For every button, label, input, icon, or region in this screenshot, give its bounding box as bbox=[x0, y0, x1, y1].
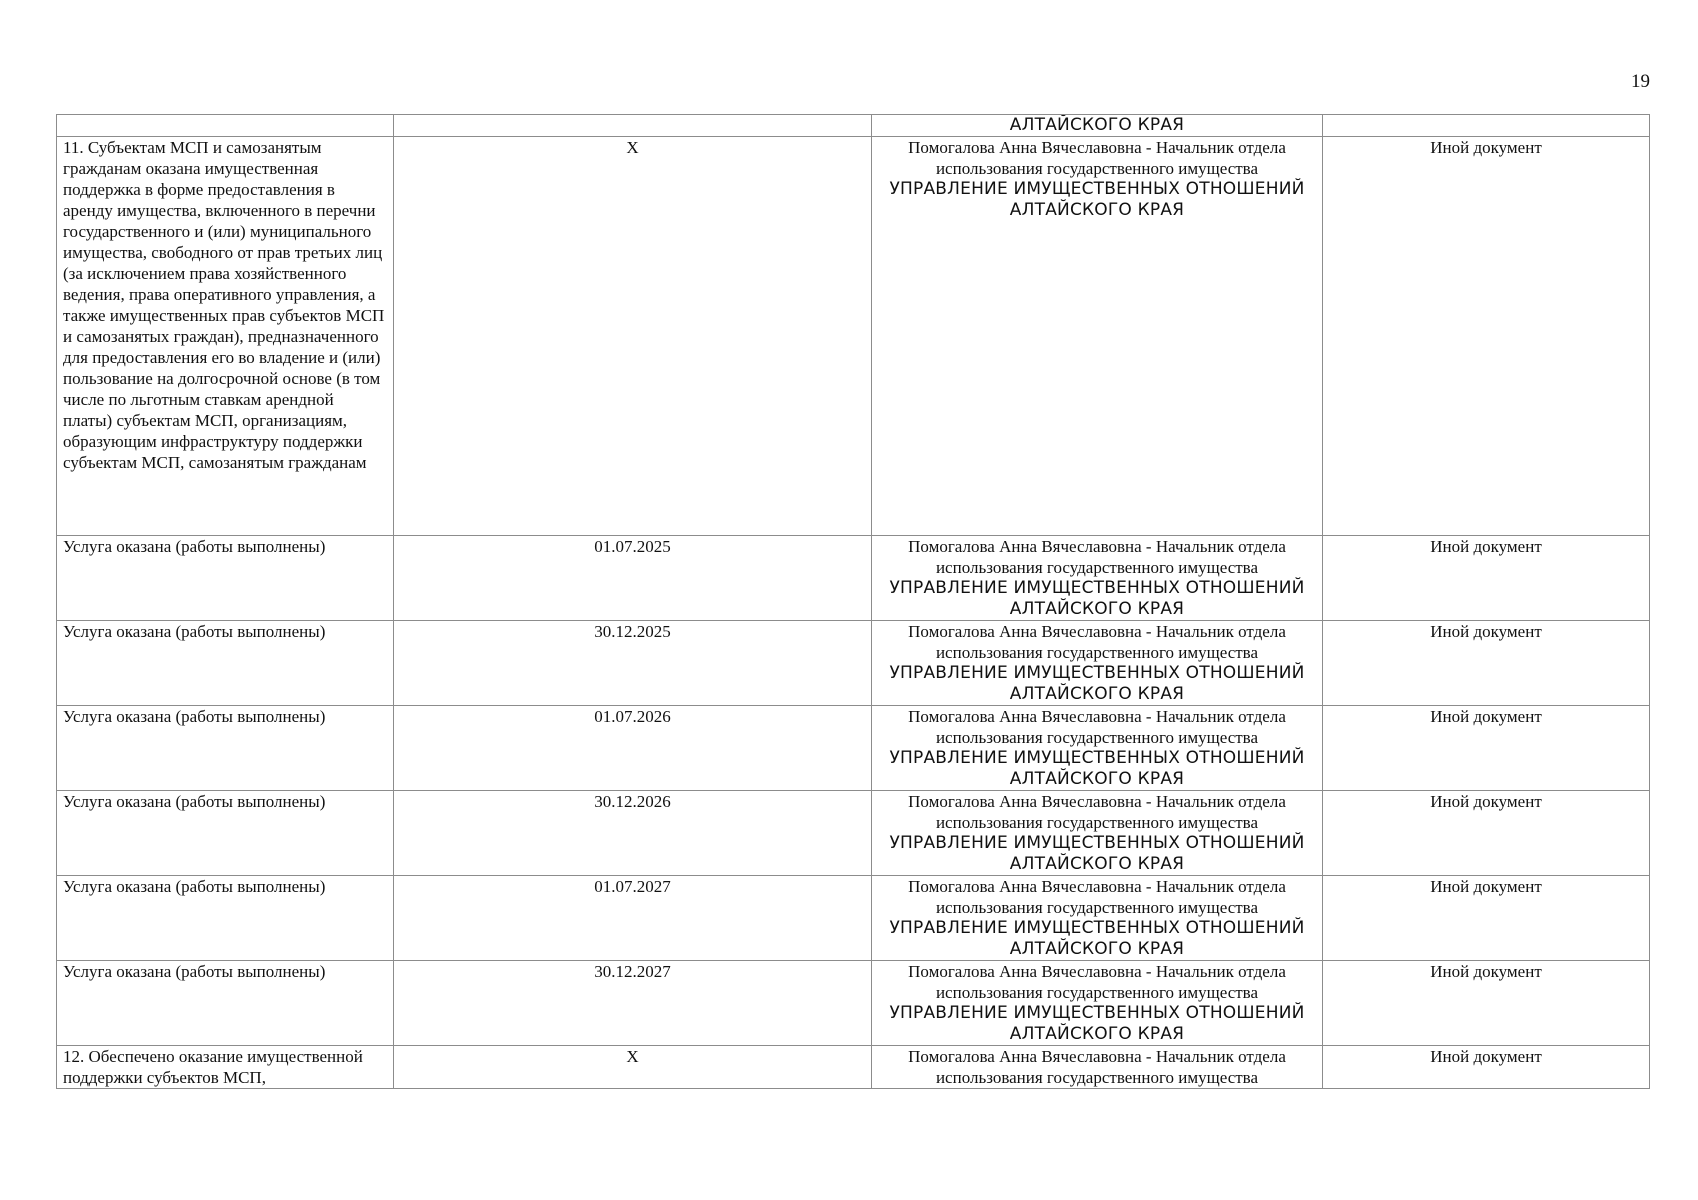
cell-responsible bbox=[872, 876, 1323, 961]
cell-document: Иной документ bbox=[1323, 706, 1650, 791]
table-row bbox=[57, 961, 1650, 1046]
responsible-person: Помогалова Анна Вячеславовна - Начальник отдела bbox=[908, 877, 1286, 896]
responsible-person: Помогалова Анна Вячеславовна - Начальник отдела bbox=[908, 537, 1286, 556]
cell-date: 30.12.2026 bbox=[394, 791, 872, 876]
responsible-org: УПРАВЛЕНИЕ ИМУЩЕСТВЕННЫХ ОТНОШЕНИЙ bbox=[889, 578, 1305, 598]
table-row bbox=[57, 706, 1650, 791]
cell-name: Услуга оказана (работы выполнены) bbox=[57, 621, 394, 706]
cell-name: 12. Обеспечено оказание имущественной поддержки субъектов МСП, bbox=[57, 1046, 394, 1089]
responsible-department: использования государственного имущества bbox=[935, 159, 1259, 178]
table-row bbox=[57, 1046, 1650, 1089]
cell-date: 30.12.2025 bbox=[394, 621, 872, 706]
cell-responsible bbox=[872, 621, 1323, 706]
table-row bbox=[57, 536, 1650, 621]
responsible-org: УПРАВЛЕНИЕ ИМУЩЕСТВЕННЫХ ОТНОШЕНИЙ bbox=[889, 748, 1305, 768]
table-row bbox=[57, 876, 1650, 961]
responsible-department: использования государственного имущества bbox=[935, 1068, 1259, 1087]
cell-date: 01.07.2027 bbox=[394, 876, 872, 961]
responsible-person: Помогалова Анна Вячеславовна - Начальник отдела bbox=[908, 707, 1286, 726]
responsible-org-tail: АЛТАЙСКОГО КРАЯ bbox=[1009, 115, 1185, 135]
responsible-person: Помогалова Анна Вячеславовна - Начальник отдела bbox=[908, 622, 1286, 641]
cell-name: Услуга оказана (работы выполнены) bbox=[57, 536, 394, 621]
cell-responsible bbox=[872, 961, 1323, 1046]
cell-name: Услуга оказана (работы выполнены) bbox=[57, 791, 394, 876]
cell-document bbox=[1323, 115, 1650, 137]
responsible-department: использования государственного имущества bbox=[935, 898, 1259, 917]
responsible-department: использования государственного имущества bbox=[935, 643, 1259, 662]
responsible-org-region: АЛТАЙСКОГО КРАЯ bbox=[1009, 599, 1185, 619]
cell-name bbox=[57, 115, 394, 137]
cell-responsible bbox=[872, 706, 1323, 791]
cell-document: Иной документ bbox=[1323, 1046, 1650, 1089]
page-number: 19 bbox=[1631, 71, 1650, 92]
cell-name: Услуга оказана (работы выполнены) bbox=[57, 706, 394, 791]
cell-name: Услуга оказана (работы выполнены) bbox=[57, 961, 394, 1046]
responsible-org: УПРАВЛЕНИЕ ИМУЩЕСТВЕННЫХ ОТНОШЕНИЙ bbox=[889, 179, 1305, 199]
responsible-org: УПРАВЛЕНИЕ ИМУЩЕСТВЕННЫХ ОТНОШЕНИЙ bbox=[889, 663, 1305, 683]
responsible-department: использования государственного имущества bbox=[935, 558, 1259, 577]
responsible-person: Помогалова Анна Вячеславовна - Начальник отдела bbox=[908, 138, 1286, 157]
responsible-org: УПРАВЛЕНИЕ ИМУЩЕСТВЕННЫХ ОТНОШЕНИЙ bbox=[889, 1003, 1305, 1023]
cell-document: Иной документ bbox=[1323, 876, 1650, 961]
cell-responsible bbox=[872, 115, 1323, 137]
table-row bbox=[57, 115, 1650, 137]
responsible-org-region: АЛТАЙСКОГО КРАЯ bbox=[1009, 939, 1185, 959]
responsible-org: УПРАВЛЕНИЕ ИМУЩЕСТВЕННЫХ ОТНОШЕНИЙ bbox=[889, 918, 1305, 938]
cell-document: Иной документ bbox=[1323, 621, 1650, 706]
cell-responsible bbox=[872, 137, 1323, 536]
cell-document: Иной документ bbox=[1323, 791, 1650, 876]
cell-name: 11. Субъектам МСП и самозанятым гражданам оказана имущественная поддержка в форме предоставления в аренду имущества, включенного в перечни государственного и (или) муниципального имущества, свободного от прав третьих лиц (за исключением права хозяйственного ведения, права оперативного управления, а также имущественных прав субъектов МСП и самозанятых граждан), предназначенного для предоставления его во владение и (или) пользование на долгосрочной основе (в том числе по льготным ставкам арендной платы) субъектам МСП, организациям, образующим инфраструктуру поддержки субъектам МСП, самозанятым гражданам bbox=[57, 137, 394, 536]
responsible-org-region: АЛТАЙСКОГО КРАЯ bbox=[1009, 854, 1185, 874]
responsible-org: УПРАВЛЕНИЕ ИМУЩЕСТВЕННЫХ ОТНОШЕНИЙ bbox=[889, 833, 1305, 853]
responsible-department: использования государственного имущества bbox=[935, 983, 1259, 1002]
cell-date: X bbox=[394, 137, 872, 536]
cell-responsible bbox=[872, 536, 1323, 621]
responsible-person: Помогалова Анна Вячеславовна - Начальник отдела bbox=[908, 962, 1286, 981]
responsible-person: Помогалова Анна Вячеславовна - Начальник отдела bbox=[908, 792, 1286, 811]
cell-document: Иной документ bbox=[1323, 137, 1650, 536]
table-row bbox=[57, 137, 1650, 536]
cell-date bbox=[394, 115, 872, 137]
table-row bbox=[57, 621, 1650, 706]
responsible-org-region: АЛТАЙСКОГО КРАЯ bbox=[1009, 1024, 1185, 1044]
responsible-org-region: АЛТАЙСКОГО КРАЯ bbox=[1009, 200, 1185, 220]
plan-table bbox=[56, 114, 1650, 1089]
cell-name: Услуга оказана (работы выполнены) bbox=[57, 876, 394, 961]
cell-date: 01.07.2026 bbox=[394, 706, 872, 791]
cell-responsible bbox=[872, 1046, 1323, 1089]
responsible-department: использования государственного имущества bbox=[935, 728, 1259, 747]
cell-date: 30.12.2027 bbox=[394, 961, 872, 1046]
cell-date: X bbox=[394, 1046, 872, 1089]
responsible-org-region: АЛТАЙСКОГО КРАЯ bbox=[1009, 769, 1185, 789]
table-row bbox=[57, 791, 1650, 876]
responsible-org-region: АЛТАЙСКОГО КРАЯ bbox=[1009, 684, 1185, 704]
cell-document: Иной документ bbox=[1323, 536, 1650, 621]
responsible-person: Помогалова Анна Вячеславовна - Начальник отдела bbox=[908, 1047, 1286, 1066]
cell-responsible bbox=[872, 791, 1323, 876]
cell-date: 01.07.2025 bbox=[394, 536, 872, 621]
cell-document: Иной документ bbox=[1323, 961, 1650, 1046]
responsible-department: использования государственного имущества bbox=[935, 813, 1259, 832]
